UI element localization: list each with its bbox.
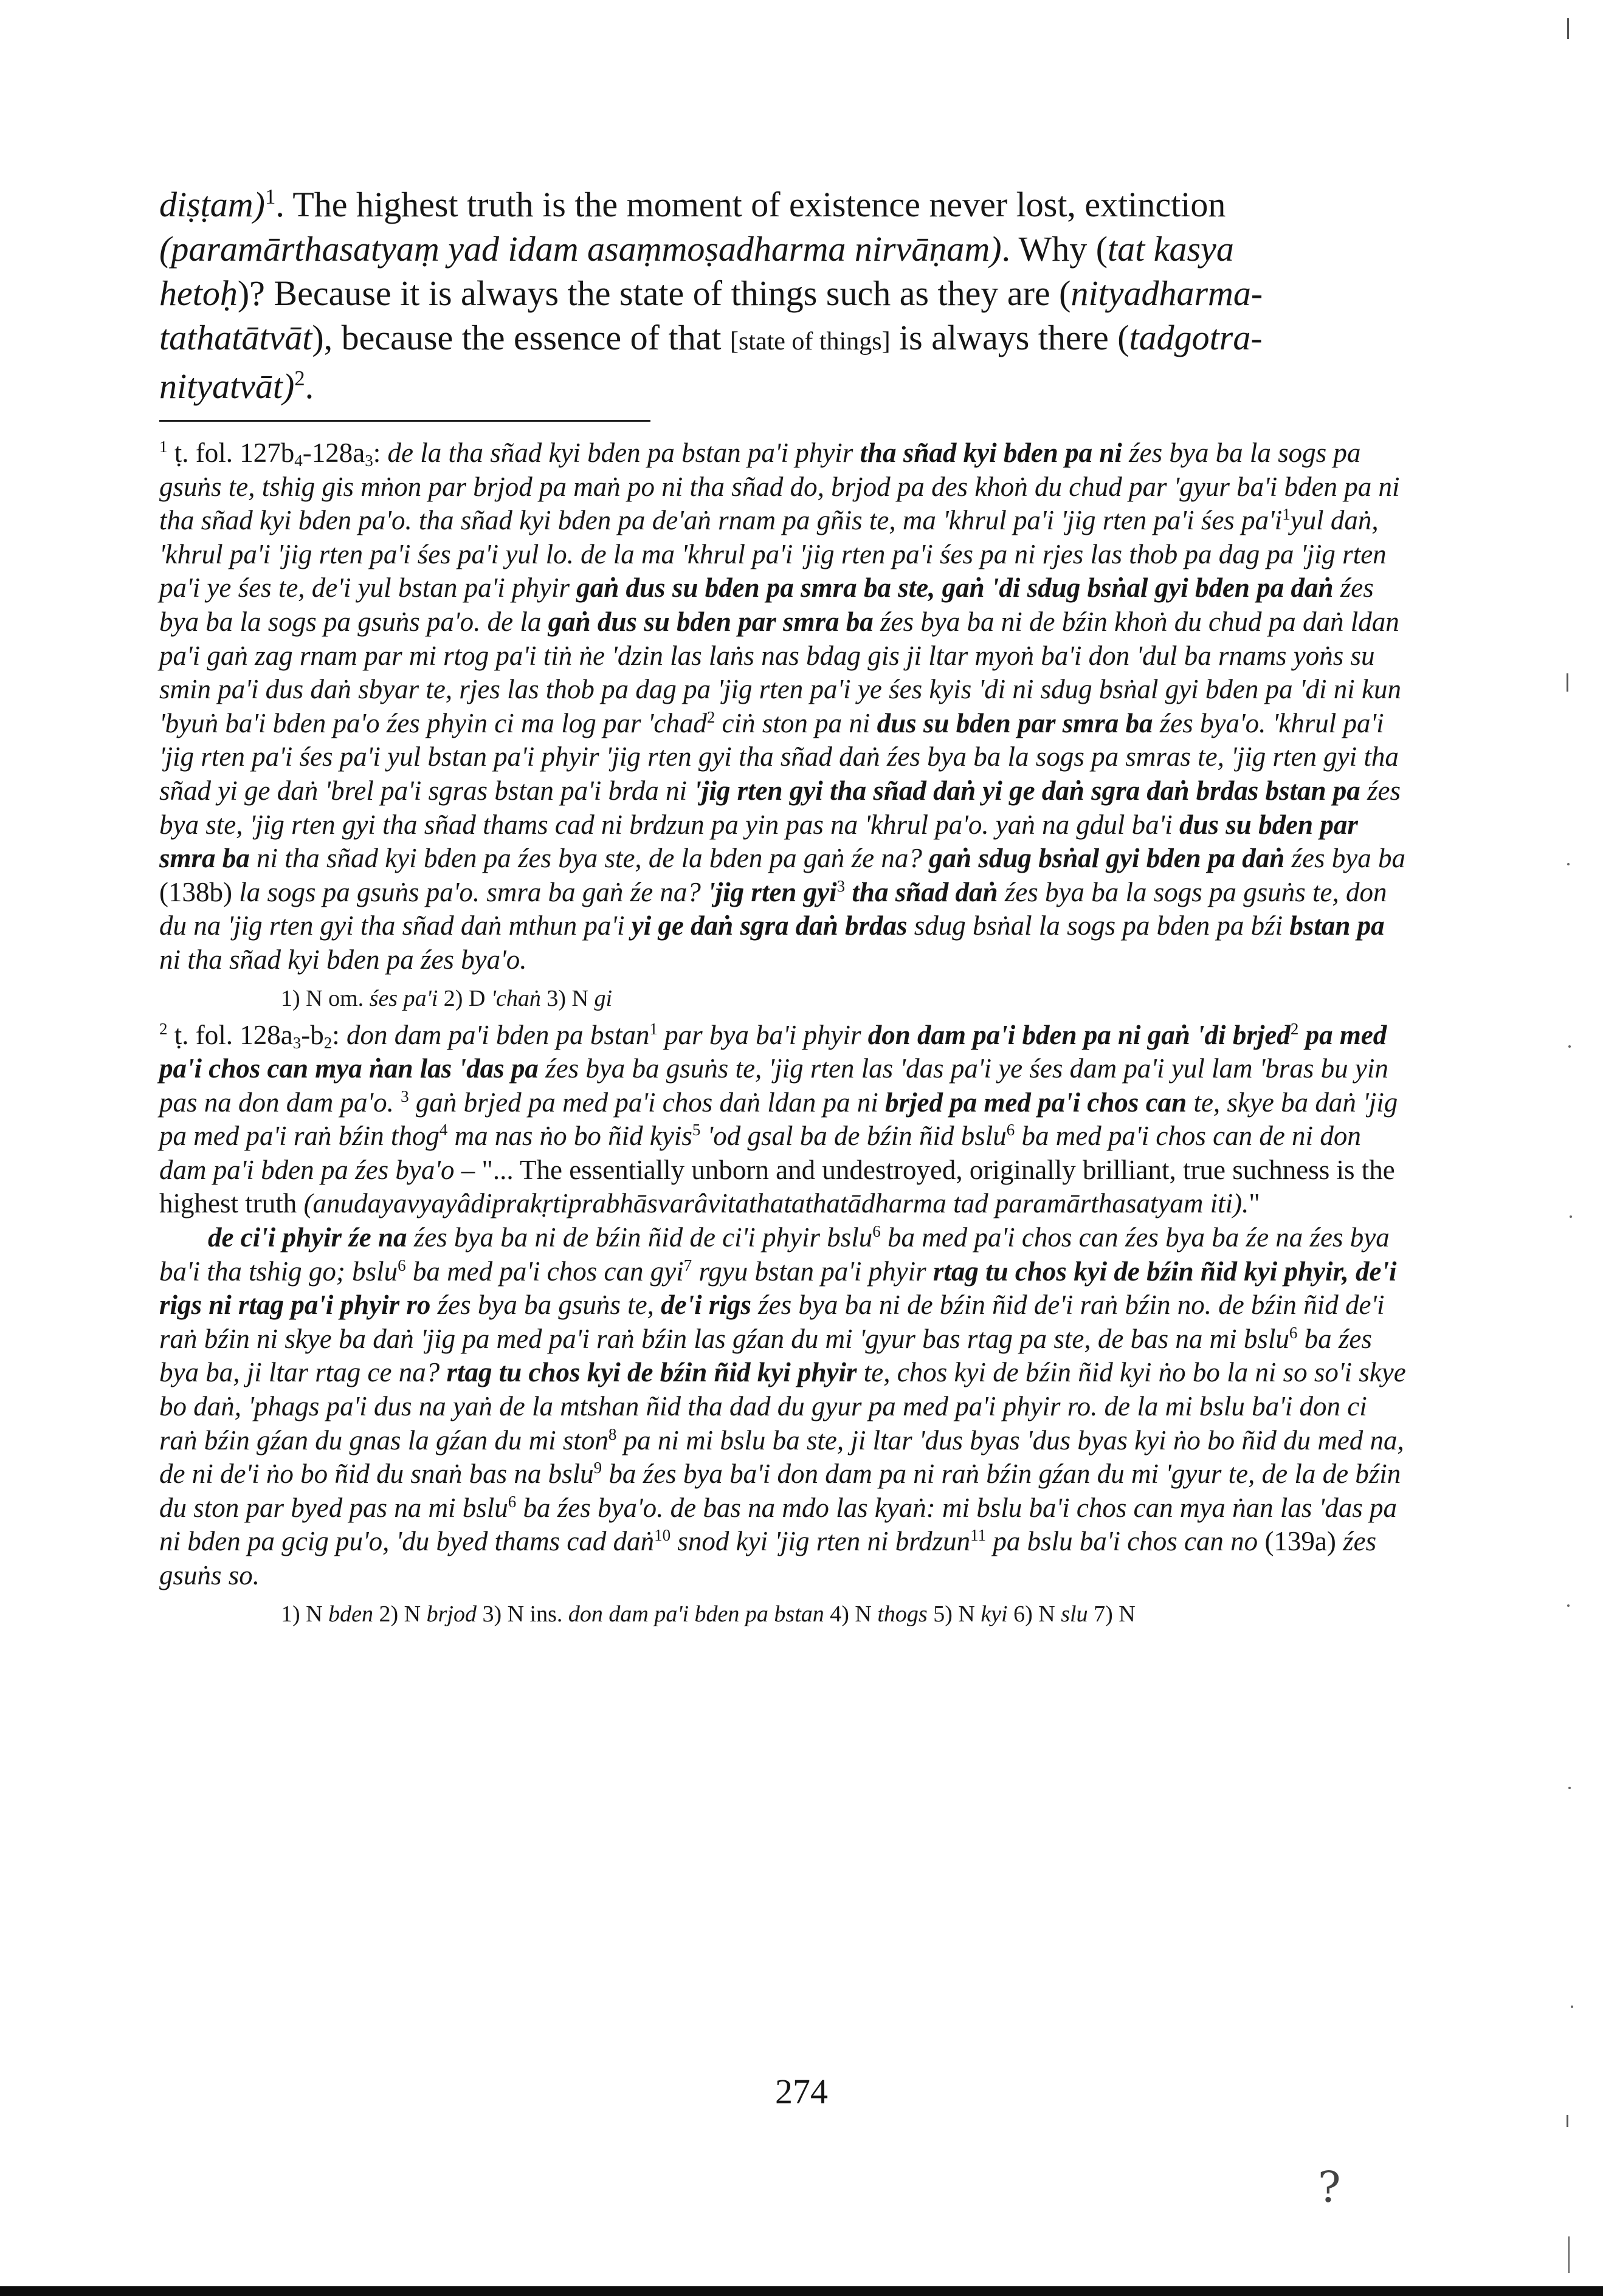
variant-ref: 6	[1289, 1323, 1298, 1342]
text-span: ), because the essence of that	[312, 318, 730, 357]
text-span: 2) D	[443, 985, 486, 1011]
lemma: gaṅ sdug bsṅal gyi bden pa daṅ	[929, 843, 1285, 874]
variant-ref: 10	[654, 1526, 671, 1545]
folio-reference: ṭ. fol. 128a	[174, 1019, 293, 1050]
subscript: 2	[323, 1033, 333, 1052]
lemma: gaṅ dus su bden par smra ba	[548, 606, 874, 637]
text-span: brjod	[426, 1601, 477, 1627]
text-span: źes bya ba	[1284, 843, 1405, 874]
lemma: de'i rigs	[661, 1290, 751, 1321]
lemma: 'jig rten gyi	[708, 876, 837, 907]
lemma: gaṅ dus su bden pa smra ba ste, gaṅ 'di sdug bsṅal gyi bden pa daṅ	[576, 572, 1334, 603]
text-span: don dam pa'i bden pa bstan	[568, 1601, 824, 1627]
variant-ref: 6	[398, 1256, 406, 1274]
text-span: źes bya ba ni de bźin ñid de ci'i phyir bslu	[407, 1222, 873, 1253]
variant-ref: 8	[608, 1425, 617, 1443]
lemma: 'jig rten gyi tha sñad daṅ yi ge daṅ sgra daṅ brdas bstan pa	[694, 775, 1360, 806]
lemma: dus su bden par smra ba	[877, 707, 1153, 738]
lemma: dus su bden par smra ba	[159, 809, 1358, 874]
lemma: de ci'i phyir źe na	[208, 1222, 407, 1253]
variant-ref: 3	[836, 876, 846, 895]
text-span: 2) N	[379, 1601, 421, 1627]
text-span: (paramārthasatyaṃ yad idam asaṃmoṣadharma nirvāṇam)	[159, 229, 1002, 269]
footnote-2	[159, 1019, 1412, 1222]
text-span: źes gsuṅs so.	[159, 1526, 1377, 1590]
text-span: nityadharma-	[1070, 273, 1263, 313]
text-span: kyi	[981, 1601, 1008, 1627]
text-span: źes bya ba gsuṅs te,	[430, 1290, 661, 1321]
variant-ref: 3	[401, 1087, 409, 1105]
text-span: 6) N	[1013, 1601, 1055, 1627]
text-span: źes bya ste, 'jig rten gyi tha sñad thams cad ni brdzun pa yin pas na 'khrul pa'o. yaṅ na gdul ba'i	[159, 775, 1401, 840]
text-span: )? Because it is always the state of things such as they are (	[237, 273, 1071, 313]
footnote-ref: 1	[265, 185, 276, 209]
scan-speck	[1568, 1787, 1571, 1789]
lemma: rtag tu chos kyi de bźin ñid kyi phyir	[446, 1357, 857, 1388]
variant-readings-1	[159, 983, 1412, 1014]
lemma: don dam pa'i bden pa ni gaṅ 'di brjed	[867, 1019, 1291, 1050]
text-span: .	[305, 366, 314, 406]
text-span: pa bslu ba'i chos can no	[986, 1526, 1265, 1557]
scan-mark	[1567, 18, 1569, 39]
main-paragraph	[159, 182, 1422, 408]
text-span: snod kyi 'jig rten ni brdzun	[671, 1526, 971, 1557]
text-span: nityatvāt)	[159, 366, 295, 406]
text-span: ba med pa'i chos can de ni don dam pa'i bden pa źes bya'o –	[159, 1121, 1361, 1185]
variant-ref: 9	[593, 1459, 602, 1477]
text-span: 'chaṅ	[491, 985, 541, 1011]
scan-edge	[0, 2286, 1603, 2296]
text-span: bden	[328, 1601, 373, 1627]
footnote-separator	[159, 420, 650, 422]
text-span: de la tha sñad kyi bden pa bstan pa'i phyir	[387, 438, 860, 468]
text-span: par bya ba'i phyir	[657, 1019, 868, 1050]
text-span: ba med pa'i chos can gyi	[405, 1256, 684, 1287]
footnote-ref: 2	[294, 366, 305, 391]
text-span: 4) N	[830, 1601, 872, 1627]
text-span: 3) N	[546, 985, 589, 1011]
text-span: 1) N	[281, 1601, 323, 1627]
scan-speck	[1568, 1045, 1571, 1048]
text-span: 5) N	[933, 1601, 975, 1627]
variant-ref: 1	[1282, 505, 1291, 523]
text-span: rgyu bstan pa'i phyir	[692, 1256, 933, 1287]
lemma: bstan pa	[1289, 910, 1385, 941]
variant-ref: 4	[439, 1121, 448, 1139]
folio-reference: -b	[301, 1019, 324, 1050]
text-span: . Why (	[1001, 229, 1108, 269]
text-span: "	[1249, 1188, 1260, 1219]
footnote-1	[159, 436, 1412, 977]
variant-ref: 2	[706, 707, 715, 726]
editorial-insertion: [state of things]	[729, 328, 891, 356]
variant-readings-2	[159, 1599, 1412, 1629]
footnote-number: 2	[159, 1019, 168, 1038]
text-span: tathatātvāt	[159, 318, 312, 357]
text-span: ba med pa'i chos can źes bya ba źe na źes bya ba'i tha tshig go; bslu	[159, 1222, 1390, 1287]
scan-mark	[1567, 673, 1568, 692]
text-span: la sogs pa gsuṅs pa'o. smra ba gaṅ źe na?	[232, 876, 708, 907]
text-span: te, skye ba daṅ 'jig pa med pa'i raṅ bźin thog	[159, 1087, 1398, 1152]
variant-ref: 7	[683, 1256, 692, 1274]
subscript: 3	[292, 1033, 302, 1052]
footnote-number: 1	[159, 437, 168, 456]
text-span: 'od gsal ba de bźin ñid bslu	[700, 1121, 1007, 1152]
folio-reference: ṭ. fol. 127b	[174, 438, 295, 468]
text-span: śes pa'i	[369, 985, 438, 1011]
scan-mark	[1567, 2115, 1568, 2127]
scan-speck	[1571, 2006, 1573, 2008]
text-span: źes bya'o. 'khrul pa'i 'jig rten pa'i śes pa'i yul bstan pa'i phyir 'jig rten gyi tha sñad daṅ źes bya ba la sogs pa smras te, 'jig rten gyi tha sñad yi ge daṅ 'brel pa'i sgras bstan pa'i brda ni	[159, 707, 1399, 806]
text-span: źes bya ba la sogs pa gsuṅs te, don du na 'jig rten gyi tha sñad daṅ mthun pa'i	[159, 876, 1387, 941]
text-span: ni tha sñad kyi bden pa źes bya ste, de la bden pa gaṅ źe na?	[249, 843, 929, 874]
text-span: . The highest truth is the moment of existence never lost, extinction	[275, 185, 1226, 224]
scan-mark	[1568, 2236, 1570, 2273]
text-span: :	[332, 1019, 346, 1050]
variant-ref: 11	[970, 1526, 987, 1545]
page-number: 274	[775, 2072, 828, 2111]
scan-curl-mark: ?	[1318, 2162, 1341, 2212]
folio-marker: (139a)	[1264, 1526, 1336, 1557]
text-span: is always there (	[890, 318, 1129, 357]
footnotes	[159, 436, 1412, 1634]
text-span: ciṅ ston pa ni	[715, 707, 877, 738]
translation: "... The essentially unborn and undestroyed, originally brilliant, true suchness is the highest truth	[159, 1154, 1395, 1219]
text-span: slu	[1061, 1601, 1088, 1627]
text-span: źes bya ba ni de bźin ñid de'i raṅ bźin no. de bźin ñid de'i raṅ bźin ni skye ba daṅ 'jig pa med pa'i raṅ bźin las gźan du mi 'gyur bas rtag pa ste, de bas na mi bslu	[159, 1290, 1385, 1354]
text-span: ni tha sñad kyi bden pa źes bya'o.	[159, 944, 527, 975]
text-span: pa ni mi bslu ba ste, ji ltar 'dus byas 'dus byas kyi ṅo bo ñid du med na, de ni de'i ṅo bo ñid du snaṅ bas na bslu	[159, 1425, 1404, 1490]
lemma: tha sñad kyi bden pa ni	[860, 438, 1122, 468]
text-span: tat kasya	[1108, 229, 1234, 269]
subscript: 3	[365, 451, 373, 470]
text-span: gi	[594, 985, 613, 1011]
lemma: tha sñad daṅ	[845, 876, 998, 907]
variant-ref: 6	[1006, 1121, 1015, 1139]
text-span: diṣṭam)	[159, 185, 265, 224]
text-span: sdug bsṅal la sogs pa bden pa bźi	[907, 910, 1290, 941]
scan-speck	[1570, 1215, 1572, 1218]
sanskrit-text: (anudayavyayâdiprakṛtiprabhāsvarâvitathatathatādharma tad paramārthasatyam iti).	[303, 1188, 1249, 1219]
text-span: źes bya ba la sogs pa gsuṅs te, tshig gis mṅon par brjod pa maṅ po ni tha sñad do, brjod pa des khoṅ du chud par 'gyur ba'i bden pa ni tha sñad kyi bden pa'o. tha sñad kyi bden pa de'aṅ rnam pa gñis te, ma 'khrul pa'i 'jig rten pa'i śes pa'i	[159, 438, 1400, 536]
footnote-2-continued	[159, 1221, 1412, 1593]
lemma: rtag tu chos kyi de bźin ñid kyi phyir, de'i rigs ni rtag pa'i phyir ro	[159, 1256, 1397, 1321]
subscript: 4	[294, 451, 303, 470]
main-text	[159, 182, 1422, 408]
variant-ref: 2	[1290, 1019, 1299, 1038]
text-span: don dam pa'i bden pa bstan	[346, 1019, 650, 1050]
variant-ref: 1	[649, 1019, 658, 1038]
lemma: yi ge daṅ sgra daṅ brdas	[631, 910, 908, 941]
text-span: thogs	[877, 1601, 928, 1627]
text-span: yul daṅ, 'khrul pa'i 'jig rten pa'i śes pa'i yul lo. de la ma 'khrul pa'i 'jig rten pa'i śes pa ni rjes las thob pa dag pa 'jig rten pa'i ye śes te, de'i yul bstan pa'i phyir	[159, 505, 1387, 603]
folio-reference: -128a	[302, 438, 365, 468]
lemma: brjed pa med pa'i chos can	[884, 1087, 1187, 1118]
scan-speck	[1567, 863, 1570, 865]
variant-ref: 6	[508, 1492, 517, 1511]
text-span: 1) N om.	[281, 985, 364, 1011]
text-span: źes bya ba la sogs pa gsuṅs pa'o. de la	[159, 572, 1374, 637]
text-span: źes bya ba ni de bźin khoṅ du chud pa daṅ ldan pa'i gaṅ zag rnam par mi rtog pa'i tiṅ ṅe 'dzin las laṅs nas bdag gis ji ltar myoṅ ba'i don 'dul ba rnams yoṅs su smin pa'i dus daṅ sbyar te, rjes las thob pa dag pa 'jig rten pa'i ye śes kyis 'di ni sdug bsṅal gyi bden pa 'di ni kun 'byuṅ ba'i bden pa'o źes phyin ci ma log par 'chad	[159, 606, 1401, 738]
text-span: te, chos kyi de bźin ñid kyi ṅo bo la ni so so'i skye bo daṅ, 'phags pa'i dus na yaṅ de la mtshan ñid tha dad du gyur pa med pa'i phyir ro. de la mi bslu ba'i don ci raṅ bźin gźan du gnas la gźan du mi ston	[159, 1357, 1406, 1456]
scan-speck	[1567, 1604, 1570, 1607]
text-span: ma nas ṅo bo ñid kyis	[447, 1121, 692, 1152]
variant-ref: 6	[872, 1222, 881, 1240]
text-span: :	[373, 438, 388, 468]
text-span: 3) N ins.	[482, 1601, 563, 1627]
lemma: pa med pa'i chos can mya ṅan las 'das pa	[159, 1019, 1387, 1084]
text-span: źes bya ba gsuṅs te, 'jig rten las 'das pa'i ye śes dam pa'i yul lam 'bras bu yin pas na don dam pa'o.	[159, 1053, 1388, 1118]
text-span: hetoḥ	[159, 273, 238, 313]
folio-marker: (138b)	[159, 876, 232, 907]
text-span: tadgotra-	[1129, 318, 1263, 357]
text-span: ba źes bya'o. de bas na mdo las kyaṅ: mi bslu ba'i chos can mya ṅan las 'das pa ni bden pa gcig pu'o, 'du byed thams cad daṅ	[159, 1492, 1397, 1557]
variant-ref: 5	[692, 1121, 701, 1139]
text-span: 7) N	[1094, 1601, 1136, 1627]
text-span: ba źes bya ba'i don dam pa ni raṅ bźin gźan du mi 'gyur te, de la de bźin du ston par byed pas na mi bslu	[159, 1459, 1401, 1523]
text-span: ba źes bya ba, ji ltar rtag ce na?	[159, 1323, 1372, 1388]
text-span: gaṅ brjed pa med pa'i chos daṅ ldan pa ni	[409, 1087, 885, 1118]
